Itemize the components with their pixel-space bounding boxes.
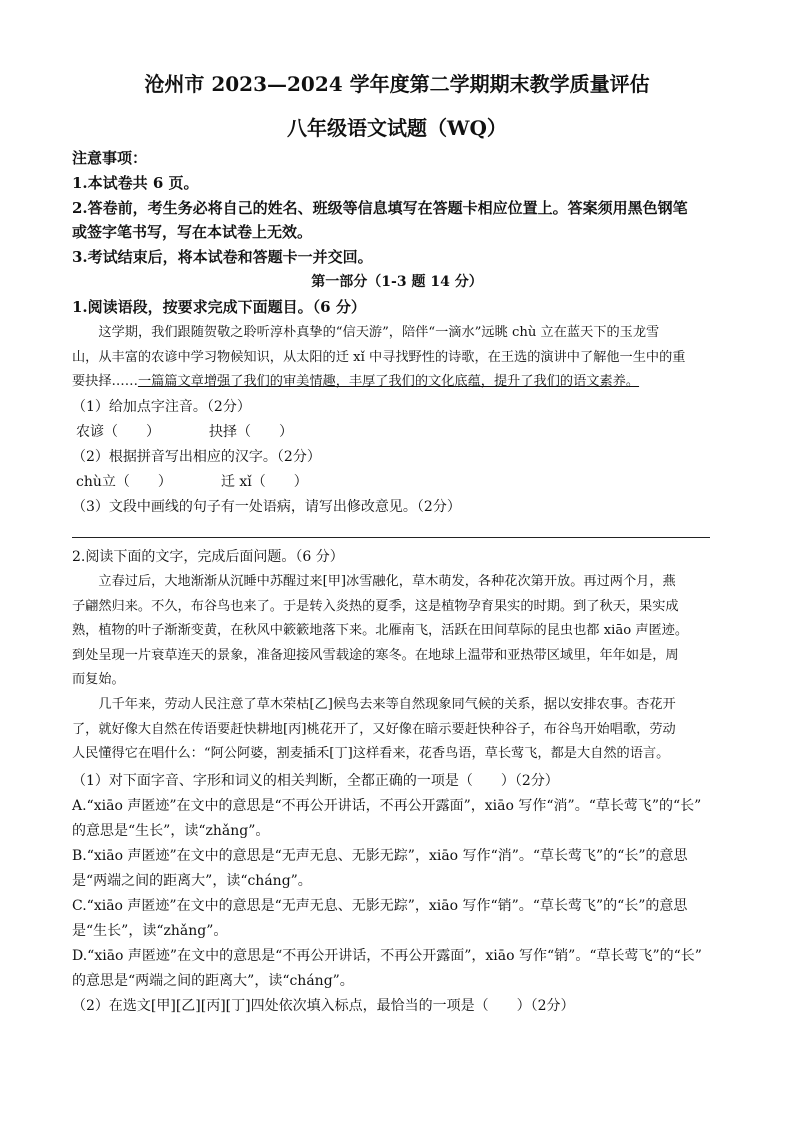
passage-line: 熟，植物的叶子渐渐变黄，在秋风中簌簌地落下来。北雁南飞，活跃在田间草际的昆虫也都 xiāo 声匿迹。 — [72, 623, 689, 638]
question-1-sub-1: （1）给加点字注音。（2分） — [72, 399, 251, 415]
passage-line: 人民懂得它在唱什么：“阿公阿婆，割麦插禾[丁]这样看来，花香鸟语，草长莺飞，都是大自然的语言。 — [72, 746, 670, 761]
question-1-sub-3: （3）文段中画线的句子有一处语病，请写出修改意见。（2分） — [72, 499, 461, 515]
question-1-sub-2: （2）根据拼音写出相应的汉字。（2分） — [72, 449, 321, 465]
question-2-sub-2: （2）在选文[甲][乙][丙][丁]四处依次填入标点，最恰当的一项是（ ）（2分） — [72, 998, 575, 1014]
notice-item-3: 3.考试结束后，将本试卷和答题卡一并交回。 — [72, 248, 373, 266]
option-a-line-1: A.“xiāo 声匿迹”在文中的意思是“不再公开讲话，不再公开露面”，xiāo 写作“消”。“草长莺飞”的“长” — [72, 798, 702, 814]
passage-line — [72, 370, 732, 395]
option-b-line-1: B.“xiāo 声匿迹”在文中的意思是“无声无息、无影无踪”，xiāo 写作“消”。“草长莺飞”的“长”的意思 — [72, 848, 688, 864]
passage-line: 立春过后，大地渐渐从沉睡中苏醒过来[甲]冰雪融化，草木萌发，各种花次第开放。再过两个月，燕 — [98, 574, 676, 589]
question-2-paragraph-2 — [72, 693, 732, 767]
notice-item-2-line-2: 或签字笔书写，写在本试卷上无效。 — [72, 223, 313, 241]
question-2-sub-1: （1）对下面字音、字形和词义的相关判断，全都正确的一项是（ ）（2分） — [72, 773, 559, 789]
notice-item-1: 1.本试卷共 6 页。 — [72, 174, 199, 192]
part-1-heading: 第一部分（1-3 题 14 分） — [311, 274, 483, 290]
question-1-sub-1-blanks: 农谚（ ） 抉择（ ） — [76, 424, 293, 440]
option-c-line-2: 是“生长”，读“zhǎng”。 — [72, 923, 228, 939]
passage-line: 这学期，我们跟随贺敬之聆听淳朴真挚的“信天游”，陪伴“一滴水”远眺 chù 立在蓝天下的玉龙雪 — [98, 325, 660, 340]
question-1-stem: 1.阅读语段，按要求完成下面题目。（6 分） — [72, 298, 366, 316]
option-c-line-1: C.“xiāo 声匿迹”在文中的意思是“无声无息、无影无踪”，xiāo 写作“销”。“草长莺飞”的“长”的意思 — [72, 898, 688, 914]
notice-heading: 注意事项： — [72, 149, 148, 167]
passage-line: 山，从丰富的农谚中学习物候知识，从太阳的迁 xǐ 中寻找野性的诗歌，在王选的演讲中了解他一生中的重 — [72, 349, 686, 365]
exam-subtitle: 八年级语文试题（WQ） — [287, 116, 507, 140]
question-2-stem: 2.阅读下面的文字，完成后面问题。（6 分） — [72, 549, 344, 565]
option-b-line-2: 是“两端之间的距离大”，读“cháng”。 — [72, 873, 312, 889]
passage-line: 到处呈现一片衰草连天的景象，准备迎接风雪载途的寒冬。在地球上温带和亚热带区域里，年年如是，周 — [72, 647, 679, 663]
underlined-sentence: 一篇篇文章增强了我们的审美情趣，丰厚了我们的文化底蕴，提升了我们的语文素养。 — [137, 374, 640, 389]
question-2-paragraph-1 — [72, 570, 732, 693]
passage-text: 要抉择…… — [72, 374, 138, 389]
question-1-passage — [72, 321, 732, 395]
answer-line — [72, 537, 710, 538]
passage-line: 了，就好像大自然在传语要赶快耕地[丙]桃花开了，又好像在暗示要赶快种谷子，布谷鸟开始唱歌，劳动 — [72, 721, 676, 737]
notice-item-2-line-1: 2.答卷前，考生务必将自己的姓名、班级等信息填写在答题卡相应位置上。答案须用黑色钢笔 — [72, 199, 688, 217]
option-a-line-2: 的意思是“生长”，读“zhǎng”。 — [72, 823, 270, 839]
passage-line: 而复始。 — [72, 672, 125, 687]
exam-title: 沧州市 2023—2024 学年度第二学期期末教学质量评估 — [144, 72, 650, 96]
option-d-line-2: 的意思是“两端之间的距离大”，读“cháng”。 — [72, 973, 354, 989]
passage-line: 几千年来，劳动人民注意了草木荣枯[乙]候鸟去来等自然现象同气候的关系，据以安排农事。杏花开 — [98, 697, 676, 712]
question-1-sub-2-blanks: chù立（ ） 迁 xǐ（ ） — [76, 474, 308, 490]
option-d-line-1: D.“xiāo 声匿迹”在文中的意思是“不再公开讲话，不再公开露面”，xiāo 写作“销”。“草长莺飞”的“长” — [72, 948, 702, 964]
passage-line: 子翩然归来。不久，布谷鸟也来了。于是转入炎热的夏季，这是植物孕育果实的时期。到了秋天，果实成 — [72, 598, 679, 614]
